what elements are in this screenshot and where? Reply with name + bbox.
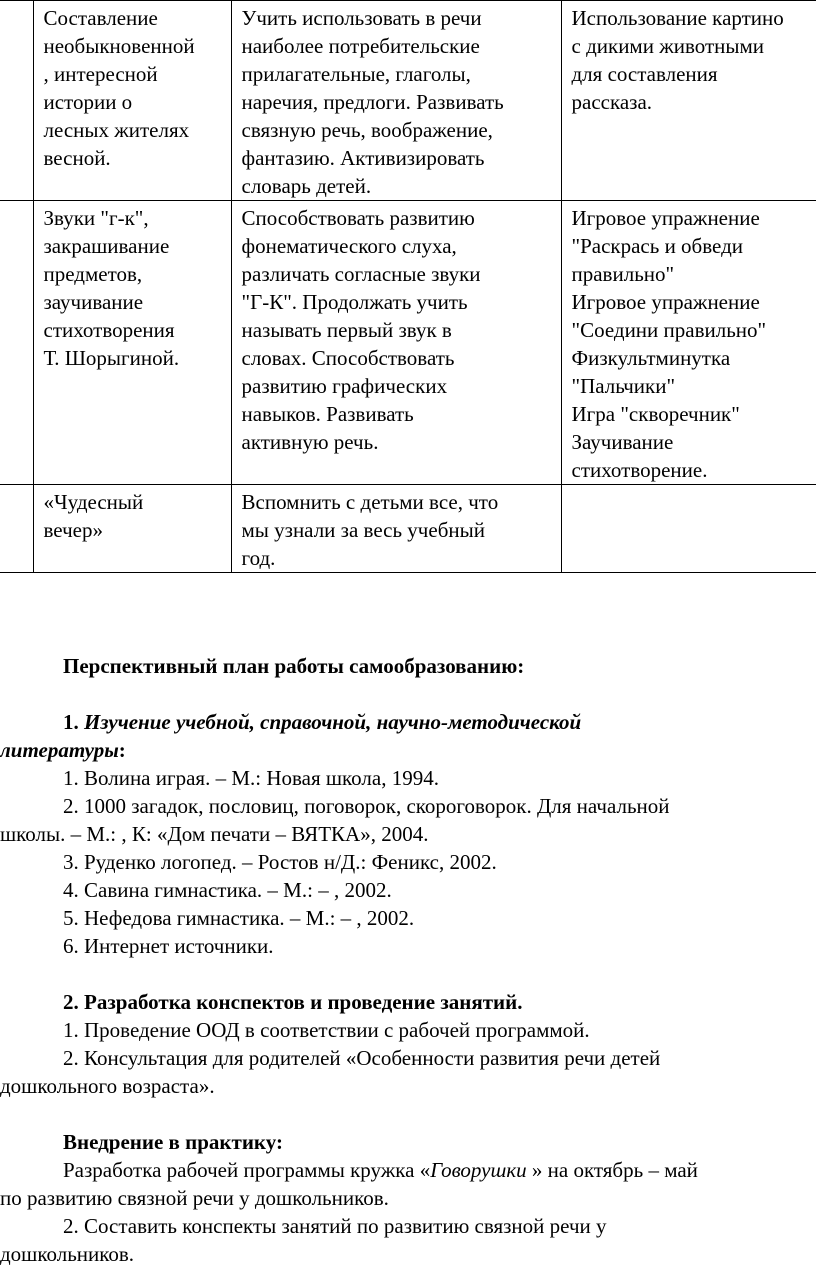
section-3-item-cont: дошкольников. (0, 1242, 135, 1266)
cell-text-line: прилагательные, глаголы, (241, 62, 471, 86)
cell-text-line: Игровое упражнение (571, 290, 760, 314)
cell-text-line: «Чудесный (43, 490, 144, 514)
row-number-cell (0, 201, 33, 485)
method-cell (561, 485, 816, 573)
cell-text-line: Заучивание (571, 430, 674, 454)
section-3-title: Внедрение в практику: (63, 1130, 283, 1154)
cell-text-line: наиболее потребительские (241, 34, 480, 58)
cell-text-line: вечер» (43, 518, 103, 542)
cell-text-line: фантазию. Активизировать (241, 146, 485, 170)
section-3-item: Разработка рабочей программы кружка «Говорушки » на октябрь – май (63, 1158, 698, 1182)
cell-text-line: развитию графических (241, 374, 448, 398)
cell-text-line: словарь детей. (241, 174, 372, 198)
cell-text-line: правильно" (571, 262, 675, 286)
cell-text-line: связную речь, воображение, (241, 118, 493, 142)
cell-text-line: рассказа. (571, 90, 653, 114)
cell-text-line: различать согласные звуки (241, 262, 481, 286)
cell-text-line: истории о (43, 90, 133, 114)
cell-text-line: словах. Способствовать (241, 346, 455, 370)
literature-item-cont: школы. – М.: , К: «Дом печати – ВЯТКА», 2004. (0, 822, 429, 846)
cell-text-line: Игра "скворечник" (571, 402, 740, 426)
topic-cell (33, 485, 231, 573)
cell-text-line: Учить использовать в речи (241, 6, 482, 30)
cell-text-line: предметов, (43, 262, 143, 286)
cell-text-line: "Раскрась и обведи (571, 234, 743, 258)
section-2-item-cont: дошкольного возраста». (0, 1074, 215, 1098)
table-row (0, 1, 816, 201)
section-2-title: 2. Разработка конспектов и проведение занятий. (63, 990, 523, 1014)
literature-item: 1. Волина играя. – М.: Новая школа, 1994. (63, 766, 439, 790)
cell-text-line: наречия, предлоги. Развивать (241, 90, 504, 114)
section-3-item: 2. Составить конспекты занятий по развитию связной речи у (63, 1214, 607, 1238)
cell-text-line: мы узнали за весь учебный (241, 518, 485, 542)
table-row (0, 201, 816, 485)
cell-text-line: Составление (43, 6, 158, 30)
table-row (0, 485, 816, 573)
cell-text-line: необыкновенной (43, 34, 195, 58)
lesson-plan-table (0, 0, 816, 573)
method-cell (561, 201, 816, 485)
self-education-plan (0, 652, 816, 1268)
cell-text-line: "Соедини правильно" (571, 318, 767, 342)
section-2-item: 1. Проведение ООД в соответствии с рабочей программой. (63, 1018, 590, 1042)
cell-text-line: лесных жителях (43, 118, 190, 142)
literature-item: 5. Нефедова гимнастика. – М.: – , 2002. (63, 906, 415, 930)
cell-text-line: с дикими животными (571, 34, 765, 58)
row-number-cell (0, 485, 33, 573)
section-heading: Перспективный план работы самообразованию: (63, 654, 525, 678)
cell-text-line: Звуки "г-к", (43, 206, 149, 230)
goal-cell (231, 201, 561, 485)
cell-text-line: Использование картино (571, 6, 784, 30)
cell-text-line: год. (241, 546, 276, 570)
cell-text-line: активную речь. (241, 430, 379, 454)
cell-text-line: Вспомнить с детьми все, что (241, 490, 499, 514)
goal-cell (231, 1, 561, 201)
method-cell (561, 1, 816, 201)
section-3-item-cont: по развитию связной речи у дошкольников. (0, 1186, 389, 1210)
cell-text-line: "Г-К". Продолжать учить (241, 290, 468, 314)
cell-text-line: , интересной (43, 62, 158, 86)
cell-text-line: называть первый звук в (241, 318, 452, 342)
cell-text-line: заучивание (43, 290, 144, 314)
cell-text-line: Способствовать развитию (241, 206, 475, 230)
literature-item: 6. Интернет источники. (63, 934, 274, 958)
cell-text-line: "Пальчики" (571, 374, 676, 398)
section-1-title-cont: литературы: (0, 738, 126, 762)
cell-text-line: фонематического слуха, (241, 234, 457, 258)
cell-text-line: закрашивание (43, 234, 170, 258)
literature-item: 2. 1000 загадок, пословиц, поговорок, скороговорок. Для начальной (63, 794, 670, 818)
literature-item: 4. Савина гимнастика. – М.: – , 2002. (63, 878, 392, 902)
row-number-cell (0, 1, 33, 201)
cell-text-line: для составления (571, 62, 718, 86)
literature-item: 3. Руденко логопед. – Ростов н/Д.: Феникс, 2002. (63, 850, 497, 874)
section-1-title: 1. Изучение учебной, справочной, научно-методической (63, 710, 582, 734)
goal-cell (231, 485, 561, 573)
topic-cell (33, 201, 231, 485)
cell-text-line: Физкультминутка (571, 346, 731, 370)
topic-cell (33, 1, 231, 201)
section-2-item: 2. Консультация для родителей «Особенности развития речи детей (63, 1046, 661, 1070)
cell-text-line: Т. Шорыгиной. (43, 346, 180, 370)
cell-text-line: стихотворение. (571, 458, 708, 482)
cell-text-line: стихотворения (43, 318, 175, 342)
cell-text-line: весной. (43, 146, 111, 170)
cell-text-line: навыков. Развивать (241, 402, 414, 426)
cell-text-line: Игровое упражнение (571, 206, 760, 230)
